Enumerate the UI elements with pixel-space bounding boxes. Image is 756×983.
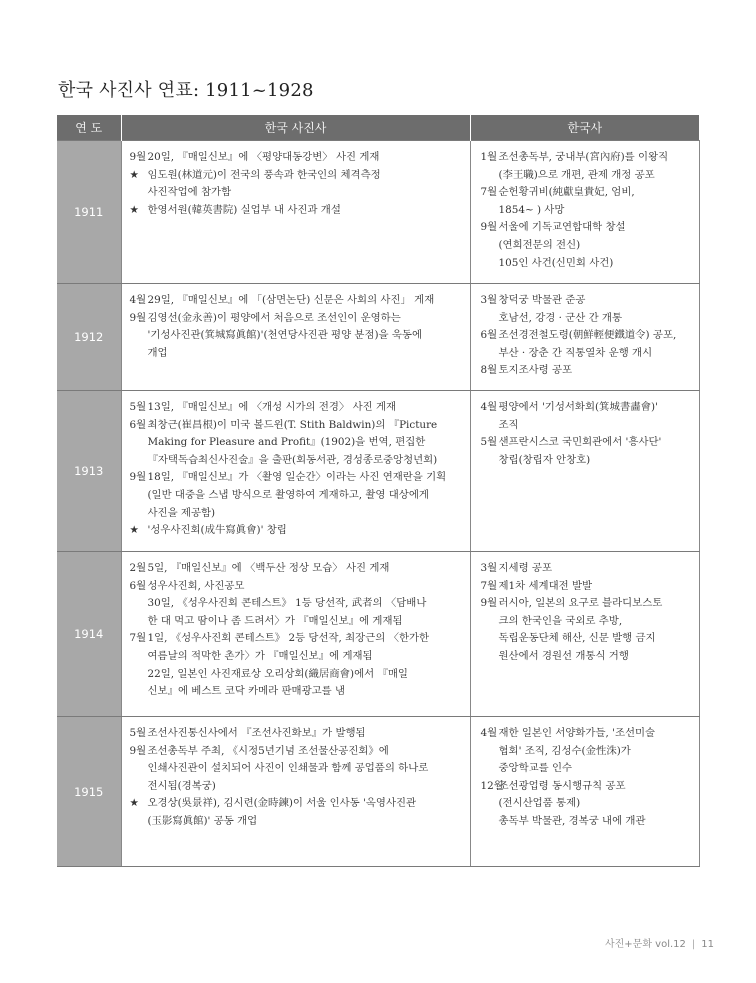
entry-line bbox=[126, 725, 466, 743]
entry-marker bbox=[477, 813, 499, 831]
entry-marker bbox=[126, 760, 148, 778]
entry-line bbox=[126, 310, 466, 328]
entry-line bbox=[477, 417, 697, 435]
entry-line bbox=[126, 522, 466, 540]
table-row bbox=[57, 552, 699, 717]
korean-history-cell bbox=[470, 717, 699, 867]
entry-text: 오경상(吳景祥), 김시련(金時鍊)이 서울 인사동 '옥영사진관 bbox=[147, 797, 417, 810]
entry-line bbox=[126, 666, 466, 684]
korean-history-cell bbox=[470, 141, 699, 284]
table-row bbox=[57, 141, 699, 284]
entry-marker bbox=[477, 417, 499, 435]
entry-line bbox=[477, 327, 697, 345]
entry-text: 독립운동단체 해산, 신문 발행 금지 bbox=[498, 632, 656, 645]
entry-line bbox=[477, 310, 697, 328]
entry-marker bbox=[126, 648, 148, 666]
entry-line bbox=[126, 578, 466, 596]
year-cell: 1915 bbox=[57, 717, 121, 867]
entry-text: 5일, 『매일신보』에 〈백두산 정상 모습〉 사진 게재 bbox=[147, 562, 390, 574]
entry-marker bbox=[477, 345, 499, 363]
entry-marker bbox=[126, 813, 148, 831]
entry-text: 김영선(金永善)이 평양에서 처음으로 조선인이 운영하는 bbox=[147, 311, 401, 324]
entry-marker bbox=[477, 630, 499, 648]
entry-marker: 6월 bbox=[129, 579, 147, 592]
entry-text: 18일, 『매일신보』가 〈촬영 일순간〉이라는 사진 연재란을 기획 bbox=[147, 471, 447, 484]
entry-line bbox=[477, 149, 697, 167]
entry-marker bbox=[477, 167, 499, 185]
entry-marker bbox=[126, 505, 148, 523]
entry-text: 조선총독부 주최, 《시정5년기념 조선물산공진회》에 bbox=[147, 744, 389, 757]
page-title: 한국 사진사 연표: 1911~1928 bbox=[58, 80, 314, 101]
entry-marker: 9월 bbox=[480, 221, 498, 234]
entry-marker bbox=[477, 760, 499, 778]
entry-marker: 5월 bbox=[480, 436, 498, 449]
entry-line bbox=[477, 560, 697, 578]
entry-marker: 12월 bbox=[480, 779, 504, 792]
entry-marker: 9월 bbox=[129, 151, 147, 163]
entry-line bbox=[477, 813, 697, 831]
entry-text: 러시아, 일본의 요구로 블라디보스토 bbox=[498, 597, 663, 610]
korean-photo-cell bbox=[121, 284, 470, 391]
entry-line bbox=[477, 648, 697, 666]
entry-line bbox=[126, 149, 466, 167]
korean-history-cell bbox=[470, 391, 699, 552]
entry-line bbox=[477, 795, 697, 813]
entry-text: 조선광업령 동시행규칙 공포 bbox=[498, 779, 626, 792]
entry-line bbox=[477, 202, 697, 220]
entry-text: 한 대 먹고 땀이나 좀 드려서〉가 『매일신보』에 게재됨 bbox=[147, 614, 403, 627]
entry-marker: 9월 bbox=[480, 597, 498, 610]
entry-line bbox=[477, 167, 697, 185]
entry-marker bbox=[126, 683, 148, 701]
entry-text: (연희전문의 전신) bbox=[498, 238, 581, 251]
entry-line bbox=[126, 613, 466, 631]
entry-text: (李王職)으로 개편, 관제 개정 공포 bbox=[498, 168, 655, 181]
entry-text: (玉影寫眞館)' 공동 개업 bbox=[147, 814, 258, 827]
entry-marker: ★ bbox=[129, 524, 139, 537]
korean-photo-cell bbox=[121, 391, 470, 552]
entry-text: 임도원(林道元)이 전국의 풍속과 한국인의 체격측정 bbox=[147, 168, 381, 181]
entry-marker: ★ bbox=[129, 168, 139, 181]
entry-text: 『자택독습최신사진술』을 출판(회동서관, 경성종로중앙청년회) bbox=[147, 453, 438, 466]
korean-photo-cell bbox=[121, 717, 470, 867]
entry-line bbox=[477, 613, 697, 631]
entry-marker bbox=[477, 795, 499, 813]
entry-text: 개업 bbox=[147, 346, 168, 359]
entry-line bbox=[477, 434, 697, 452]
entry-marker bbox=[477, 452, 499, 470]
table-row bbox=[57, 391, 699, 552]
table-header-row bbox=[57, 115, 699, 141]
entry-line bbox=[126, 487, 466, 505]
entry-text: 여름날의 적막한 촌가〉가 『매일신보』에 게재됨 bbox=[147, 649, 373, 662]
entry-line bbox=[477, 345, 697, 363]
entry-line bbox=[126, 648, 466, 666]
year-cell: 1914 bbox=[57, 552, 121, 717]
entry-text: 조선경전철도령(朝鮮輕便鐵道令) 공포, bbox=[498, 329, 677, 342]
entry-line bbox=[126, 560, 466, 578]
entry-text: 인쇄사진관이 설치되어 사진이 인쇄물과 함께 공업품의 하나로 bbox=[147, 762, 429, 775]
page-footer bbox=[560, 935, 714, 950]
entry-line bbox=[477, 760, 697, 778]
entry-text: 신보』에 베스트 코닥 카메라 판매광고를 냄 bbox=[147, 685, 346, 698]
entry-line bbox=[126, 813, 466, 831]
entry-line bbox=[477, 778, 697, 796]
entry-text: 최창근(崔昌根)이 미국 볼드윈(T. Stith Baldwin)의 『Picture bbox=[147, 418, 438, 431]
entry-text: 1일, 《성우사진회 콘테스트》 2등 당선작, 최장근의 〈한가한 bbox=[147, 632, 430, 645]
entry-line bbox=[126, 795, 466, 813]
entry-text: 평양에서 '기성서화회(箕城書畵會)' bbox=[498, 401, 658, 413]
entry-line bbox=[477, 399, 697, 417]
entry-marker bbox=[126, 452, 148, 470]
entry-marker bbox=[126, 184, 148, 202]
entry-line bbox=[477, 452, 697, 470]
entry-line bbox=[126, 417, 466, 435]
entry-line bbox=[126, 345, 466, 363]
entry-text: 협회' 조직, 김성수(金性洙)가 bbox=[498, 744, 631, 757]
entry-text: 재한 일본인 서양화가들, '조선미술 bbox=[498, 727, 656, 739]
entry-line bbox=[126, 184, 466, 202]
entry-text: Making for Pleasure and Profit』(1902)을 번역, 편집한 bbox=[147, 436, 426, 449]
entry-marker: 6월 bbox=[129, 418, 147, 431]
entry-marker: 5월 bbox=[129, 401, 147, 413]
entry-marker bbox=[477, 255, 499, 273]
korean-history-cell bbox=[470, 284, 699, 391]
entry-line bbox=[477, 362, 697, 380]
entry-text: 조선사진통신사에서 『조선사진화보』가 발행됨 bbox=[147, 727, 366, 739]
entry-marker: 9월 bbox=[129, 471, 147, 484]
entry-marker: 4월 bbox=[129, 294, 147, 306]
entry-text: 토지조사령 공포 bbox=[498, 364, 573, 377]
entry-line bbox=[126, 743, 466, 761]
entry-line bbox=[477, 743, 697, 761]
header-korean-photo-history: 한국 사진사 bbox=[121, 115, 470, 141]
entry-marker bbox=[126, 487, 148, 505]
entry-marker: 7월 bbox=[480, 579, 498, 592]
korean-photo-cell bbox=[121, 141, 470, 284]
entry-text: 105인 사건(신민회 사건) bbox=[498, 256, 614, 269]
entry-text: 한영서원(韓英書院) 실업부 내 사진과 개설 bbox=[147, 203, 341, 216]
entry-text: 서울에 기독교연합대학 창설 bbox=[498, 221, 626, 234]
entry-marker bbox=[477, 202, 499, 220]
entry-line bbox=[126, 595, 466, 613]
entry-text: 크의 한국인을 국외로 추방, bbox=[498, 614, 623, 627]
entry-text: 조선총독부, 궁내부(宮內府)를 이왕직 bbox=[498, 151, 669, 163]
entry-line bbox=[126, 327, 466, 345]
entry-line bbox=[126, 760, 466, 778]
entry-text: 사진을 제공함) bbox=[147, 506, 216, 519]
entry-marker: 8월 bbox=[480, 364, 498, 377]
entry-marker: 9월 bbox=[129, 744, 147, 757]
entry-line bbox=[126, 452, 466, 470]
entry-marker bbox=[477, 237, 499, 255]
entry-line bbox=[126, 167, 466, 185]
entry-text: 순헌황귀비(純獻皇貴妃, 엄비, bbox=[498, 186, 635, 199]
entry-marker: 4월 bbox=[480, 727, 498, 739]
entry-marker: 7월 bbox=[129, 632, 147, 645]
entry-marker: 3월 bbox=[480, 294, 498, 306]
chronology-table bbox=[57, 115, 700, 867]
entry-marker: 1월 bbox=[480, 151, 498, 163]
entry-text: 총독부 박물관, 경복궁 내에 개관 bbox=[498, 814, 646, 827]
entry-marker bbox=[126, 434, 148, 452]
entry-text: 지세령 공포 bbox=[498, 562, 552, 574]
year-cell: 1911 bbox=[57, 141, 121, 284]
entry-marker bbox=[126, 327, 148, 345]
entry-marker bbox=[477, 613, 499, 631]
entry-text: 29일, 『매일신보』에 「(삼면논단) 신문은 사회의 사진」 게재 bbox=[147, 294, 435, 306]
entry-text: 30일, 《성우사진회 콘테스트》 1등 당선작, 武者의 〈담배나 bbox=[147, 597, 427, 610]
entry-line bbox=[477, 255, 697, 273]
entry-marker: 9월 bbox=[129, 311, 147, 324]
entry-text: 조직 bbox=[498, 418, 519, 431]
entry-text: 1854~ ) 사망 bbox=[498, 203, 565, 216]
entry-text: '기성사진관(箕城寫眞館)'(천연당사진관 평양 분점)을 욱동에 bbox=[147, 329, 422, 342]
entry-line bbox=[126, 434, 466, 452]
entry-line bbox=[477, 184, 697, 202]
entry-line bbox=[126, 778, 466, 796]
entry-marker bbox=[477, 310, 499, 328]
entry-text: 샌프란시스코 국민회관에서 '흥사단' bbox=[498, 436, 662, 449]
entry-line bbox=[477, 237, 697, 255]
page-number: 11 bbox=[701, 939, 714, 950]
entry-text: 13일, 『매일신보』에 〈개성 시가의 전경〉 사진 게재 bbox=[147, 401, 397, 413]
entry-line bbox=[477, 578, 697, 596]
entry-marker: ★ bbox=[129, 797, 139, 810]
entry-marker: 2월 bbox=[129, 562, 147, 574]
entry-line bbox=[477, 292, 697, 310]
entry-text: 22일, 일본인 사진재료상 오리상회(織居商會)에서 『매일 bbox=[147, 667, 408, 680]
entry-line bbox=[126, 505, 466, 523]
korean-photo-cell bbox=[121, 552, 470, 717]
header-korean-history: 한국사 bbox=[470, 115, 699, 141]
entry-text: 부산 · 장춘 간 직통열차 운행 개시 bbox=[498, 346, 653, 359]
entry-marker bbox=[126, 613, 148, 631]
entry-text: '성우사진회(成牛寫眞會)' 창립 bbox=[147, 524, 287, 537]
entry-marker bbox=[126, 666, 148, 684]
year-cell: 1912 bbox=[57, 284, 121, 391]
entry-text: 원산에서 경원선 개통식 거행 bbox=[498, 649, 629, 662]
entry-text: 창덕궁 박물관 준공 bbox=[498, 294, 586, 306]
entry-line bbox=[126, 683, 466, 701]
entry-marker: 3월 bbox=[480, 562, 498, 574]
entry-marker: ★ bbox=[129, 203, 139, 216]
entry-line bbox=[126, 202, 466, 220]
magazine-name: 사진+문화 vol.12 bbox=[604, 939, 686, 950]
entry-text: 제1차 세계대전 발발 bbox=[498, 579, 593, 592]
entry-marker bbox=[126, 345, 148, 363]
entry-marker: 4월 bbox=[480, 401, 498, 413]
entry-line bbox=[126, 399, 466, 417]
entry-line bbox=[126, 630, 466, 648]
entry-line bbox=[477, 725, 697, 743]
entry-line bbox=[477, 630, 697, 648]
table-row bbox=[57, 284, 699, 391]
korean-history-cell bbox=[470, 552, 699, 717]
entry-text: (전시산업품 통제) bbox=[498, 797, 581, 810]
entry-line bbox=[126, 292, 466, 310]
entry-marker: 6월 bbox=[480, 329, 498, 342]
entry-text: (일반 대중을 스냅 방식으로 촬영하여 게재하고, 촬영 대상에게 bbox=[147, 488, 429, 501]
year-cell: 1913 bbox=[57, 391, 121, 552]
entry-marker bbox=[477, 743, 499, 761]
entry-line bbox=[126, 469, 466, 487]
entry-line bbox=[477, 219, 697, 237]
entry-text: 전시됨(경복궁) bbox=[147, 779, 216, 792]
entry-text: 사진작업에 참가함 bbox=[147, 186, 232, 199]
entry-line bbox=[477, 595, 697, 613]
entry-marker: 7월 bbox=[480, 186, 498, 199]
entry-marker: 5월 bbox=[129, 727, 147, 739]
entry-text: 호남선, 강경 · 군산 간 개통 bbox=[498, 311, 622, 324]
entry-text: 성우사진회, 사진공모 bbox=[147, 579, 245, 592]
entry-text: 20일, 『매일신보』에 〈평양대동강변〉 사진 게재 bbox=[147, 151, 380, 163]
entry-text: 창립(창립자 안창호) bbox=[498, 453, 591, 466]
entry-marker bbox=[126, 778, 148, 796]
entry-marker bbox=[126, 595, 148, 613]
footer-divider: | bbox=[691, 939, 696, 950]
entry-marker bbox=[477, 648, 499, 666]
header-year: 연 도 bbox=[57, 115, 121, 141]
entry-text: 중앙학교를 인수 bbox=[498, 762, 573, 775]
table-row bbox=[57, 717, 699, 867]
